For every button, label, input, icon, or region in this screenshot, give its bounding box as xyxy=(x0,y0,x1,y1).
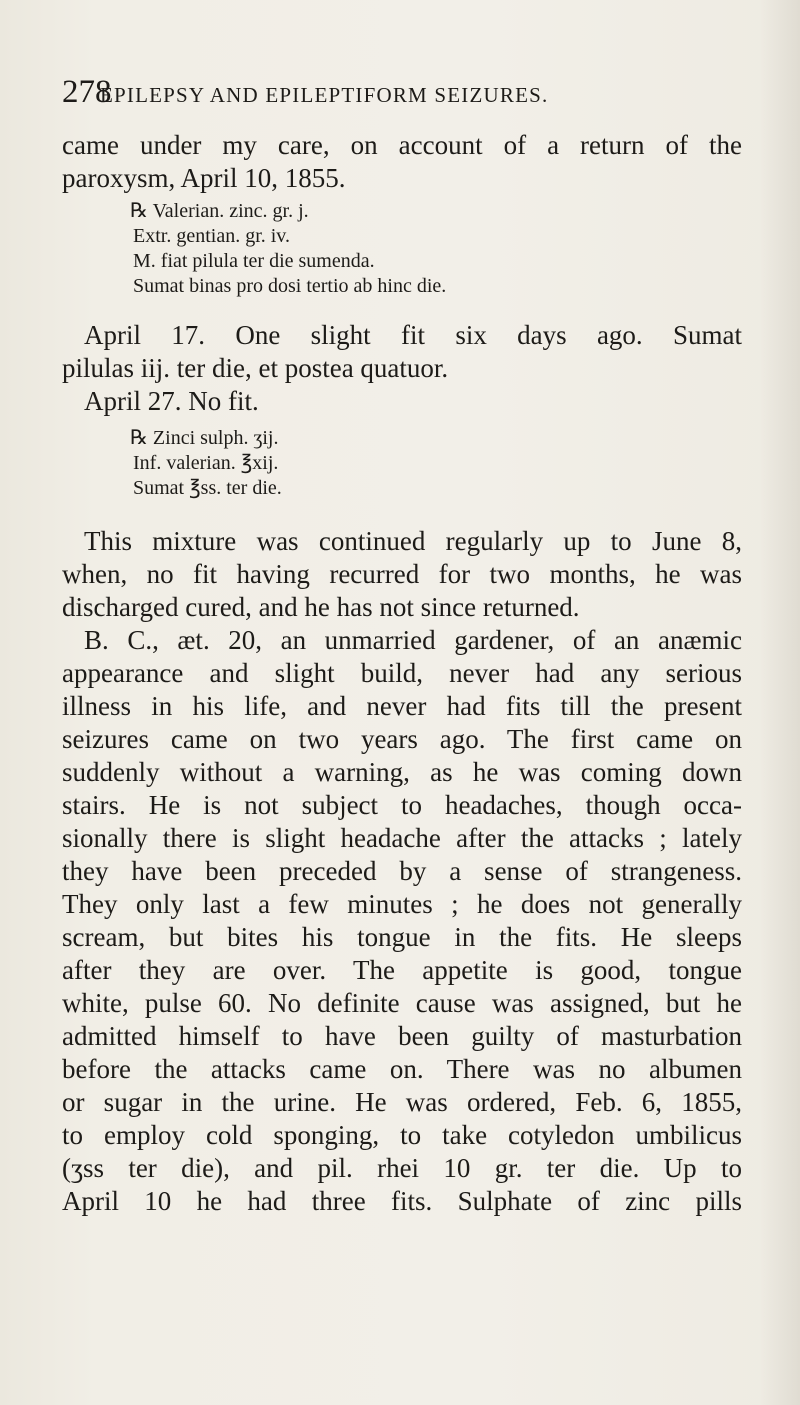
rx-line: ℞ Valerian. zinc. gr. j. xyxy=(130,200,309,222)
page-number: 278 xyxy=(62,74,112,110)
text-line: B. C., æt. 20, an unmarried gardener, of an anæmic xyxy=(84,625,742,655)
paragraph-case-bc xyxy=(62,525,742,1218)
text-line: or sugar in the urine. He was ordered, Feb. 6, 1855, xyxy=(62,1087,742,1117)
rx-line: Sumat ℥ss. ter die. xyxy=(133,477,282,499)
text-line: admitted himself to have been guilty of masturbation xyxy=(62,1021,742,1051)
prescription-1 xyxy=(130,199,446,299)
text-line: before the attacks came on. There was no albumen xyxy=(62,1054,742,1084)
text-line: to employ cold sponging, to take cotyledon umbilicus xyxy=(62,1120,742,1150)
text-line: sionally there is slight headache after the attacks ; lately xyxy=(62,823,742,853)
text-line: suddenly without a warning, as he was coming down xyxy=(62,757,742,787)
rx-line: M. fiat pilula ter die sumenda. xyxy=(133,250,375,272)
text-line: paroxysm, April 10, 1855. xyxy=(62,163,346,193)
text-line: (ʒss ter die), and pil. rhei 10 gr. ter die. Up to xyxy=(62,1153,742,1183)
text-line: illness in his life, and never had fits till the present xyxy=(62,691,742,721)
text-line: after they are over. The appetite is good, tongue xyxy=(62,955,742,985)
text-line: they have been preceded by a sense of strangeness. xyxy=(62,856,742,886)
running-head: EPILEPSY AND EPILEPTIFORM SEIZURES. xyxy=(100,83,549,107)
text-line: They only last a few minutes ; he does not generally xyxy=(62,889,742,919)
text-line: came under my care, on account of a return of the xyxy=(62,130,742,160)
text-line: scream, but bites his tongue in the fits. He sleeps xyxy=(62,922,742,952)
paragraph-continuation xyxy=(62,129,742,195)
text-line: This mixture was continued regularly up to June 8, xyxy=(84,526,742,556)
text-line: April 17. One slight fit six days ago. Sumat xyxy=(84,320,742,350)
text-line: April 10 he had three fits. Sulphate of zinc pills xyxy=(62,1186,742,1216)
text-line: seizures came on two years ago. The first came on xyxy=(62,724,742,754)
rx-line: Inf. valerian. ℥xij. xyxy=(133,452,279,474)
rx-line: Extr. gentian. gr. iv. xyxy=(133,225,291,247)
text-line: pilulas iij. ter die, et postea quatuor. xyxy=(62,353,449,383)
text-line: discharged cured, and he has not since returned. xyxy=(62,592,580,622)
text-line: April 27. No fit. xyxy=(84,386,259,416)
text-line: stairs. He is not subject to headaches, though occa- xyxy=(62,790,742,820)
page-header xyxy=(62,74,722,118)
rx-line: Sumat binas pro dosi tertio ab hinc die. xyxy=(133,275,447,297)
paragraph-april-entries xyxy=(62,319,742,418)
page-edge-shadow xyxy=(760,0,800,1405)
text-line: appearance and slight build, never had any serious xyxy=(62,658,742,688)
prescription-2 xyxy=(130,426,282,501)
rx-line: ℞ Zinci sulph. ʒij. xyxy=(130,427,279,449)
text-line: when, no fit having recurred for two months, he was xyxy=(62,559,742,589)
text-line: white, pulse 60. No definite cause was assigned, but he xyxy=(62,988,742,1018)
